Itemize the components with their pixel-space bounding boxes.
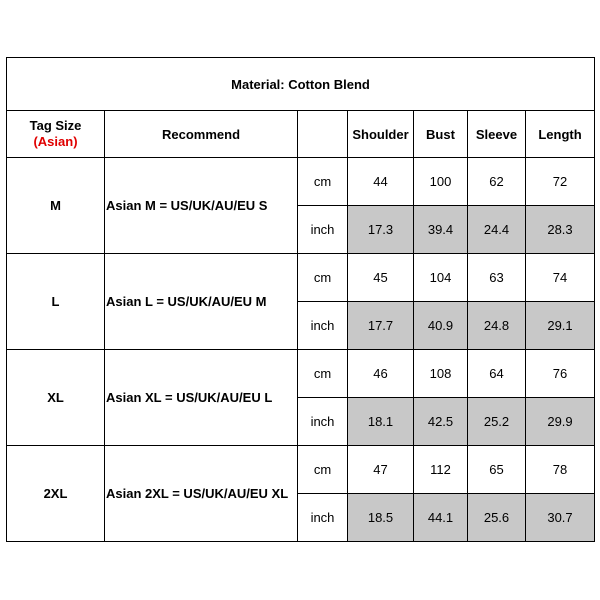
sleeve-cm-value: 65	[468, 446, 526, 494]
tag-size-header	[7, 111, 105, 158]
tag-size-label: Tag Size	[29, 118, 82, 133]
shoulder-cm-value: 45	[348, 254, 414, 302]
shoulder-cm-value: 46	[348, 350, 414, 398]
shoulder-cm-value: 47	[348, 446, 414, 494]
recommend-header: Recommend	[105, 111, 298, 158]
size-row-cm	[7, 254, 595, 302]
unit-header	[298, 111, 348, 158]
sleeve-inch-value: 24.4	[468, 206, 526, 254]
size-row-cm	[7, 158, 595, 206]
recommend-text: Asian M = US/UK/AU/EU S	[105, 158, 298, 254]
tag-size-note: (Asian)	[33, 134, 78, 149]
recommend-text: Asian XL = US/UK/AU/EU L	[105, 350, 298, 446]
length-cm-value: 76	[526, 350, 595, 398]
length-header: Length	[526, 111, 595, 158]
length-inch-value: 30.7	[526, 494, 595, 542]
shoulder-inch-value: 17.3	[348, 206, 414, 254]
shoulder-cm-value: 44	[348, 158, 414, 206]
unit-inch: inch	[298, 206, 348, 254]
shoulder-inch-value: 18.5	[348, 494, 414, 542]
bust-cm-value: 112	[414, 446, 468, 494]
length-inch-value: 28.3	[526, 206, 595, 254]
size-row-cm	[7, 350, 595, 398]
recommend-text: Asian 2XL = US/UK/AU/EU XL	[105, 446, 298, 542]
bust-inch-value: 42.5	[414, 398, 468, 446]
bust-inch-value: 44.1	[414, 494, 468, 542]
sleeve-cm-value: 64	[468, 350, 526, 398]
unit-inch: inch	[298, 302, 348, 350]
shoulder-header: Shoulder	[348, 111, 414, 158]
table-title: Material: Cotton Blend	[7, 58, 595, 111]
length-inch-value: 29.9	[526, 398, 595, 446]
recommend-text: Asian L = US/UK/AU/EU M	[105, 254, 298, 350]
unit-cm: cm	[298, 254, 348, 302]
bust-inch-value: 40.9	[414, 302, 468, 350]
unit-inch: inch	[298, 398, 348, 446]
unit-inch: inch	[298, 494, 348, 542]
sleeve-inch-value: 25.6	[468, 494, 526, 542]
bust-header: Bust	[414, 111, 468, 158]
bust-inch-value: 39.4	[414, 206, 468, 254]
size-label: 2XL	[7, 446, 105, 542]
length-cm-value: 72	[526, 158, 595, 206]
length-inch-value: 29.1	[526, 302, 595, 350]
bust-cm-value: 104	[414, 254, 468, 302]
unit-cm: cm	[298, 446, 348, 494]
length-cm-value: 78	[526, 446, 595, 494]
header-row	[7, 111, 595, 158]
sleeve-header: Sleeve	[468, 111, 526, 158]
sleeve-inch-value: 24.8	[468, 302, 526, 350]
size-row-cm	[7, 446, 595, 494]
size-label: L	[7, 254, 105, 350]
unit-cm: cm	[298, 350, 348, 398]
unit-cm: cm	[298, 158, 348, 206]
size-label: XL	[7, 350, 105, 446]
shoulder-inch-value: 18.1	[348, 398, 414, 446]
size-rows	[7, 158, 595, 542]
size-chart-table	[6, 57, 595, 542]
sleeve-cm-value: 63	[468, 254, 526, 302]
bust-cm-value: 108	[414, 350, 468, 398]
sleeve-cm-value: 62	[468, 158, 526, 206]
size-label: M	[7, 158, 105, 254]
length-cm-value: 74	[526, 254, 595, 302]
shoulder-inch-value: 17.7	[348, 302, 414, 350]
bust-cm-value: 100	[414, 158, 468, 206]
sleeve-inch-value: 25.2	[468, 398, 526, 446]
